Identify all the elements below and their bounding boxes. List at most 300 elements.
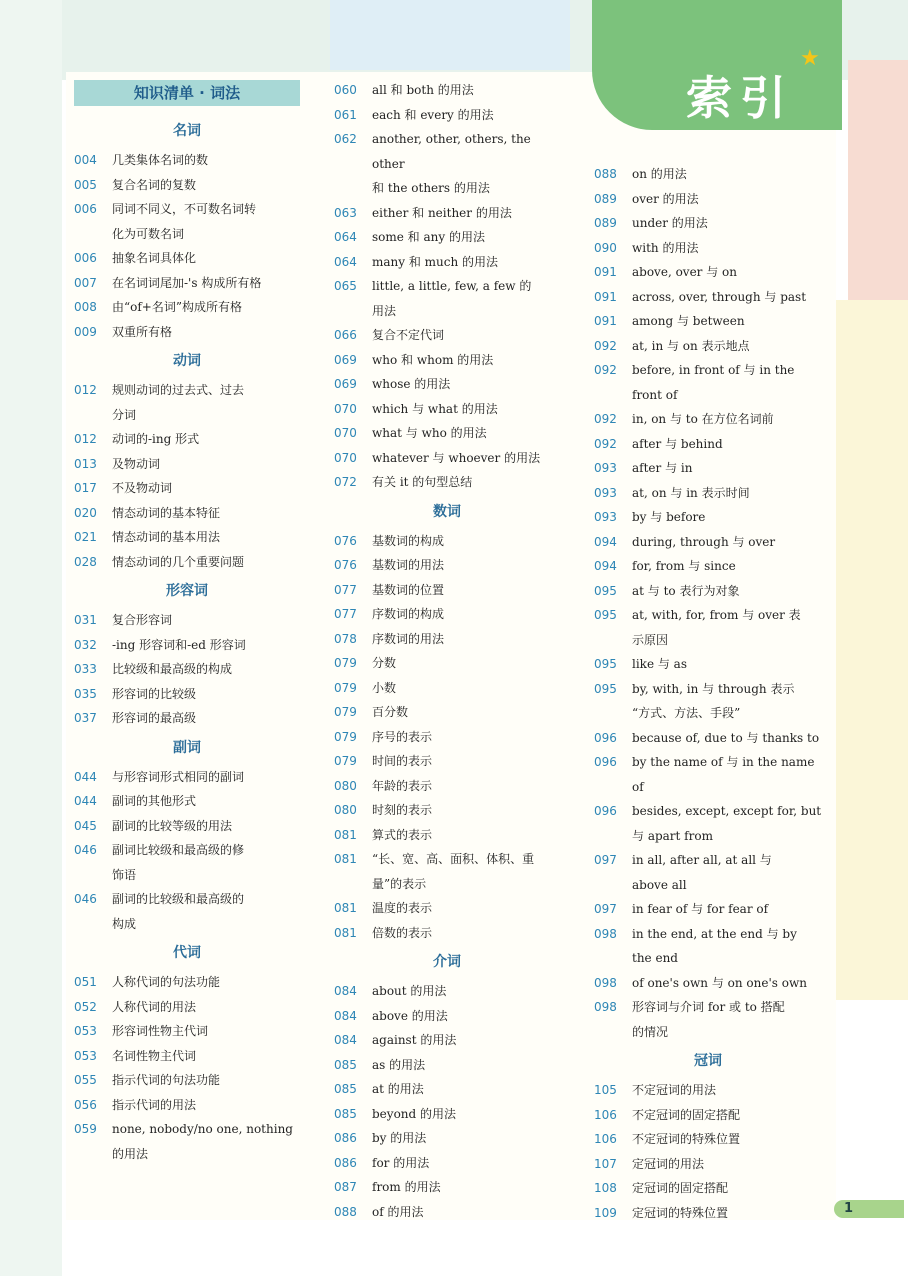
- page-ref-number: 081: [334, 852, 357, 866]
- index-entry[interactable]: [594, 995, 822, 1044]
- page-ref-number: 006: [74, 251, 97, 265]
- page-ref-number: 069: [334, 377, 357, 391]
- index-entry[interactable]: [334, 798, 560, 823]
- index-entry[interactable]: [334, 602, 560, 627]
- entry-title: above 的用法: [372, 1008, 448, 1023]
- index-entry[interactable]: [594, 236, 822, 261]
- page-ref-number: 035: [74, 686, 97, 701]
- index-entry[interactable]: [334, 274, 560, 323]
- index-entry[interactable]: [74, 476, 300, 501]
- page-ref-number: 092: [594, 363, 617, 377]
- entry-title: after 与 behind: [632, 436, 723, 451]
- index-entry[interactable]: [334, 627, 560, 652]
- index-entry[interactable]: [594, 285, 822, 310]
- index-entry[interactable]: [74, 682, 300, 707]
- index-entry[interactable]: [594, 505, 822, 530]
- background-blue-panel: [330, 0, 570, 70]
- page-ref-number: 021: [74, 530, 97, 544]
- entry-title: 不定冠词的固定搭配: [632, 1107, 741, 1122]
- entry-title: 倍数的表示: [372, 925, 433, 940]
- entry-title: 小数: [372, 680, 397, 695]
- page-ref-number: 033: [74, 662, 97, 676]
- entry-title: beyond 的用法: [372, 1106, 457, 1121]
- index-entry[interactable]: [594, 603, 822, 652]
- entry-title: 温度的表示: [372, 901, 433, 915]
- page-ref-number: 097: [594, 853, 617, 867]
- entry-title: as 的用法: [372, 1057, 426, 1072]
- page-ref-number: 078: [334, 631, 357, 646]
- index-entry[interactable]: [334, 421, 560, 446]
- entry-title: 同词不同义，不可数名词转 化为可数名词: [112, 202, 257, 241]
- page-ref-number: 070: [334, 450, 357, 465]
- entry-title: in, on 与 to 在方位名词前: [632, 412, 774, 426]
- index-entry[interactable]: [594, 481, 822, 506]
- entry-title: 动词的-ing 形式: [112, 432, 200, 446]
- entry-title: 定冠词的固定搭配: [632, 1181, 729, 1195]
- page-ref-number: 064: [334, 254, 357, 269]
- entry-title: from 的用法: [372, 1180, 441, 1194]
- entry-title: 规则动词的过去式、过去 分词: [112, 383, 245, 422]
- index-entry[interactable]: [594, 162, 822, 187]
- index-entry[interactable]: [334, 979, 560, 1004]
- index-entry[interactable]: [74, 838, 300, 887]
- entry-title: 指示代词的用法: [112, 1097, 197, 1112]
- index-entry[interactable]: [334, 127, 560, 201]
- entry-title: little, a little, few, a few 的 用法: [372, 279, 532, 318]
- index-entry[interactable]: [594, 922, 822, 971]
- entry-title: 序数词的用法: [372, 631, 445, 646]
- entry-title: 情态动词的基本用法: [112, 530, 221, 544]
- index-entry[interactable]: [74, 525, 300, 550]
- index-entry[interactable]: [594, 897, 822, 922]
- index-entry[interactable]: [74, 657, 300, 682]
- entry-title: 形容词的比较级: [112, 686, 197, 701]
- page-ref-number: 079: [334, 656, 357, 670]
- entry-title: 几类集体名词的数: [112, 153, 209, 167]
- entry-title: whose 的用法: [372, 377, 451, 391]
- page-ref-number: 090: [594, 240, 617, 255]
- index-entry[interactable]: [334, 749, 560, 774]
- index-entry[interactable]: [74, 995, 300, 1020]
- index-entry[interactable]: [334, 847, 560, 896]
- page-ref-number: 079: [334, 705, 357, 719]
- page-ref-number: 017: [74, 481, 97, 495]
- page-ref-number: 012: [74, 432, 97, 446]
- page-ref-number: 096: [594, 804, 617, 818]
- page-ref-number: 092: [594, 338, 617, 353]
- page-ref-number: 061: [334, 107, 357, 122]
- entry-title: 人称代词的用法: [112, 999, 197, 1014]
- entry-title: many 和 much 的用法: [372, 254, 499, 269]
- page-ref-number: 004: [74, 153, 97, 167]
- index-entry[interactable]: [594, 211, 822, 236]
- index-entry[interactable]: [594, 432, 822, 457]
- index-entry[interactable]: [334, 372, 560, 397]
- index-entry[interactable]: [74, 295, 300, 320]
- entry-title: at, with, for, from 与 over 表 示原因: [632, 608, 801, 647]
- page-ref-number: 070: [334, 426, 357, 440]
- entry-title: 副词的比较等级的用法: [112, 818, 233, 833]
- page-number: 1: [834, 1200, 904, 1218]
- entry-title: 复合名词的复数: [112, 177, 197, 192]
- entry-title: 算式的表示: [372, 827, 433, 842]
- page-ref-number: 012: [74, 383, 97, 397]
- index-entry[interactable]: [594, 530, 822, 555]
- entry-title: for, from 与 since: [632, 559, 736, 573]
- index-entry[interactable]: [334, 578, 560, 603]
- entry-title: 基数词的构成: [372, 533, 445, 548]
- index-entry[interactable]: [334, 201, 560, 226]
- index-entry[interactable]: [334, 1126, 560, 1151]
- column-content: [334, 78, 560, 1224]
- index-entry[interactable]: [334, 725, 560, 750]
- index-entry[interactable]: [334, 1053, 560, 1078]
- index-entry[interactable]: [334, 529, 560, 554]
- entry-title: during, through 与 over: [632, 534, 776, 549]
- page-ref-number: 077: [334, 607, 357, 621]
- page-ref-number: 098: [594, 926, 617, 941]
- entry-title: 不定冠词的用法: [632, 1083, 717, 1097]
- page-ref-number: 007: [74, 275, 97, 290]
- entry-title: either 和 neither 的用法: [372, 205, 512, 220]
- page-ref-number: 046: [74, 843, 97, 857]
- entry-title: 不定冠词的特殊位置: [632, 1132, 741, 1146]
- index-entry[interactable]: [334, 700, 560, 725]
- entry-title: at 与 to 表行为对象: [632, 583, 740, 598]
- index-entry[interactable]: [594, 260, 822, 285]
- index-entry[interactable]: [334, 1175, 560, 1200]
- page-ref-number: 064: [334, 230, 357, 244]
- index-entry[interactable]: [594, 358, 822, 407]
- index-entry[interactable]: [74, 550, 300, 575]
- index-entry[interactable]: [74, 197, 300, 246]
- page-ref-number: 095: [594, 657, 617, 671]
- index-entry[interactable]: [74, 271, 300, 296]
- entry-title: 情态动词的基本特征: [112, 505, 221, 520]
- index-entry[interactable]: [74, 887, 300, 936]
- entry-title: 有关 it 的句型总结: [372, 475, 473, 489]
- entry-title: under 的用法: [632, 216, 708, 230]
- entry-title: of one's own 与 on one's own: [632, 975, 807, 990]
- entry-title: 序数词的构成: [372, 607, 445, 621]
- background-left: [0, 0, 62, 1276]
- index-entry[interactable]: [334, 1102, 560, 1127]
- entry-title: in all, after all, at all 与 above all: [632, 853, 772, 892]
- entry-title: 副词比较级和最高级的修 饰语: [112, 843, 245, 882]
- page-ref-number: 059: [74, 1122, 97, 1136]
- index-entry[interactable]: [74, 148, 300, 173]
- entry-title: at 的用法: [372, 1082, 424, 1096]
- page-ref-number: 079: [334, 729, 357, 744]
- page-ref-number: 081: [334, 925, 357, 940]
- index-entry[interactable]: [334, 774, 560, 799]
- page-ref-number: 069: [334, 352, 357, 367]
- page-ref-number: 044: [74, 769, 97, 784]
- index-entry[interactable]: [74, 427, 300, 452]
- entry-title: 年龄的表示: [372, 778, 433, 793]
- entry-title: besides, except, except for, but 与 apart from: [632, 804, 822, 843]
- index-entry[interactable]: [334, 348, 560, 373]
- entry-title: 百分数: [372, 705, 409, 719]
- entry-title: whatever 与 whoever 的用法: [372, 450, 541, 465]
- page-ref-number: 094: [594, 559, 617, 573]
- page-ref-number: 093: [594, 510, 617, 524]
- entry-title: 副词的比较级和最高级的 构成: [112, 892, 245, 931]
- index-entry[interactable]: [594, 726, 822, 751]
- entry-title: 形容词性物主代词: [112, 1024, 209, 1038]
- index-column-3: [594, 162, 822, 1225]
- category-heading: 冠词: [694, 1053, 722, 1069]
- background-peach-panel: [848, 60, 908, 320]
- entry-title: because of, due to 与 thanks to: [632, 730, 820, 745]
- page-ref-number: 081: [334, 901, 357, 915]
- index-entry[interactable]: [74, 789, 300, 814]
- page-ref-number: 091: [594, 265, 617, 279]
- index-entry[interactable]: [334, 1028, 560, 1053]
- page-ref-number: 076: [334, 533, 357, 548]
- page-ref-number: 096: [594, 755, 617, 769]
- entry-title: some 和 any 的用法: [372, 230, 485, 244]
- entry-title: by 的用法: [372, 1131, 427, 1145]
- entry-title: “长、宽、高、面积、体积、重 量”的表示: [372, 852, 535, 891]
- page-ref-number: 006: [74, 202, 97, 216]
- index-entry[interactable]: [334, 896, 560, 921]
- page-ref-number: 037: [74, 711, 97, 725]
- page-ref-number: 072: [334, 475, 357, 489]
- index-entry[interactable]: [594, 1201, 822, 1226]
- page-ref-number: 098: [594, 975, 617, 990]
- index-entry[interactable]: [74, 320, 300, 345]
- entry-title: 及物动词: [112, 456, 161, 471]
- page-ref-number: 081: [334, 827, 357, 842]
- page-ref-number: 091: [594, 314, 617, 328]
- entry-title: 复合形容词: [112, 613, 173, 627]
- index-entry[interactable]: [74, 1044, 300, 1069]
- index-entry[interactable]: [594, 1103, 822, 1128]
- page-ref-number: 051: [74, 975, 97, 989]
- index-entry[interactable]: [594, 407, 822, 432]
- index-entry[interactable]: [334, 470, 560, 495]
- page-ref-number: 013: [74, 456, 97, 471]
- entry-title: after 与 in: [632, 461, 693, 475]
- page-ref-number: 060: [334, 83, 357, 97]
- index-entry[interactable]: [594, 1152, 822, 1177]
- entry-title: 分数: [372, 656, 397, 670]
- index-entry[interactable]: [334, 553, 560, 578]
- entry-title: 与形容词形式相同的副词: [112, 769, 245, 784]
- page-ref-number: 053: [74, 1048, 97, 1063]
- entry-title: across, over, through 与 past: [632, 289, 807, 304]
- index-entry[interactable]: [594, 971, 822, 996]
- entry-title: before, in front of 与 in the front of: [632, 363, 795, 402]
- entry-title: 时刻的表示: [372, 803, 433, 817]
- page-ref-number: 062: [334, 132, 357, 146]
- index-entry[interactable]: [334, 921, 560, 946]
- index-entry[interactable]: [334, 1004, 560, 1029]
- entry-title: 基数词的位置: [372, 582, 445, 597]
- page-ref-number: 008: [74, 300, 97, 314]
- column-content: [594, 162, 822, 1225]
- entry-title: about 的用法: [372, 984, 447, 998]
- index-entry[interactable]: [594, 1078, 822, 1103]
- entry-title: 形容词的最高级: [112, 711, 197, 725]
- index-entry[interactable]: [334, 1151, 560, 1176]
- index-entry[interactable]: [334, 103, 560, 128]
- index-entry[interactable]: [74, 970, 300, 995]
- index-entry[interactable]: [74, 1117, 300, 1166]
- index-entry[interactable]: [594, 677, 822, 726]
- index-entry[interactable]: [74, 1093, 300, 1118]
- entry-title: 序号的表示: [372, 729, 433, 744]
- page-ref-number: 097: [594, 902, 617, 916]
- entry-title: 基数词的用法: [372, 558, 445, 572]
- section-header: 知识清单 · 词法: [74, 80, 300, 106]
- index-column-1: [74, 80, 300, 1166]
- entry-title: at, in 与 on 表示地点: [632, 338, 750, 353]
- index-entry[interactable]: [594, 309, 822, 334]
- page-ref-number: 028: [74, 554, 97, 569]
- page-ref-number: 032: [74, 637, 97, 652]
- page-ref-number: 066: [334, 328, 357, 342]
- page-ref-number: 105: [594, 1083, 617, 1097]
- index-entry[interactable]: [74, 1019, 300, 1044]
- entry-title: none, nobody/no one, nothing 的用法: [112, 1122, 293, 1161]
- entry-title: 比较级和最高级的构成: [112, 662, 233, 676]
- index-entry[interactable]: [334, 1200, 560, 1225]
- index-entry[interactable]: [74, 765, 300, 790]
- page-ref-number: 005: [74, 177, 97, 192]
- index-entry[interactable]: [594, 456, 822, 481]
- index-entry[interactable]: [594, 334, 822, 359]
- category-heading: 动词: [173, 353, 201, 369]
- page-title: 索引: [686, 71, 794, 125]
- index-entry[interactable]: [74, 814, 300, 839]
- page-ref-number: 020: [74, 505, 97, 520]
- index-entry[interactable]: [334, 397, 560, 422]
- page-ref-number: 084: [334, 984, 357, 998]
- page-ref-number: 044: [74, 794, 97, 808]
- page-ref-number: 009: [74, 324, 97, 339]
- category-heading: 数词: [433, 503, 461, 520]
- page-ref-number: 086: [334, 1155, 357, 1170]
- page-ref-number: 056: [74, 1097, 97, 1112]
- index-entry[interactable]: [74, 173, 300, 198]
- index-entry[interactable]: [74, 706, 300, 731]
- entry-title: in fear of 与 for fear of: [632, 902, 769, 916]
- index-entry[interactable]: [334, 225, 560, 250]
- page-ref-number: 095: [594, 681, 617, 696]
- index-entry[interactable]: [594, 187, 822, 212]
- page-ref-number: 077: [334, 582, 357, 597]
- page-ref-number: 092: [594, 436, 617, 451]
- entry-title: who 和 whom 的用法: [372, 352, 494, 367]
- entry-title: over 的用法: [632, 191, 699, 206]
- index-entry[interactable]: [594, 554, 822, 579]
- index-entry[interactable]: [334, 446, 560, 471]
- index-entry[interactable]: [594, 750, 822, 799]
- entry-title: in the end, at the end 与 by the end: [632, 926, 797, 965]
- entry-title: 定冠词的用法: [632, 1156, 705, 1171]
- page-ref-number: 084: [334, 1008, 357, 1023]
- page-ref-number: 091: [594, 289, 617, 304]
- category-heading: 副词: [173, 739, 201, 756]
- index-entry[interactable]: [334, 323, 560, 348]
- page-ref-number: 095: [594, 608, 617, 622]
- index-entry[interactable]: [74, 246, 300, 271]
- page-ref-number: 109: [594, 1205, 617, 1220]
- index-entry[interactable]: [594, 848, 822, 897]
- index-entry[interactable]: [334, 676, 560, 701]
- index-entry[interactable]: [74, 1068, 300, 1093]
- page-ref-number: 084: [334, 1033, 357, 1047]
- entry-title: 由“of+名词”构成所有格: [112, 300, 242, 314]
- entry-title: 人称代词的句法功能: [112, 975, 221, 989]
- index-entry[interactable]: [74, 378, 300, 427]
- entry-title: each 和 every 的用法: [372, 107, 494, 122]
- index-entry[interactable]: [74, 608, 300, 633]
- page-ref-number: 063: [334, 205, 357, 220]
- entry-title: by the name of 与 in the name of: [632, 755, 815, 794]
- column-content: [74, 114, 300, 1166]
- entry-title: 指示代词的句法功能: [112, 1073, 221, 1087]
- entry-title: for 的用法: [372, 1155, 430, 1170]
- entry-title: 复合不定代词: [372, 328, 445, 342]
- index-entry[interactable]: [594, 652, 822, 677]
- index-entry[interactable]: [334, 1077, 560, 1102]
- category-heading: 形容词: [166, 583, 208, 599]
- index-entry[interactable]: [594, 799, 822, 848]
- page-ref-number: 070: [334, 401, 357, 416]
- index-entry[interactable]: [74, 633, 300, 658]
- index-entry[interactable]: [334, 78, 560, 103]
- index-entry[interactable]: [594, 1176, 822, 1201]
- entry-title: at, on 与 in 表示时间: [632, 485, 750, 500]
- index-entry[interactable]: [74, 452, 300, 477]
- page-ref-number: 108: [594, 1181, 617, 1195]
- index-entry[interactable]: [594, 1127, 822, 1152]
- page-ref-number: 085: [334, 1106, 357, 1121]
- page-ref-number: 086: [334, 1131, 357, 1145]
- index-entry[interactable]: [334, 250, 560, 275]
- entry-title: on 的用法: [632, 167, 687, 181]
- index-entry[interactable]: [334, 651, 560, 676]
- page-ref-number: 107: [594, 1156, 617, 1171]
- star-icon: ★: [800, 46, 820, 71]
- entry-title: like 与 as: [632, 657, 687, 671]
- page-ref-number: 076: [334, 558, 357, 572]
- page-ref-number: 079: [334, 754, 357, 768]
- entry-title: 定冠词的特殊位置: [632, 1205, 729, 1220]
- entry-title: which 与 what 的用法: [372, 401, 498, 416]
- page-ref-number: 085: [334, 1082, 357, 1096]
- entry-title: 抽象名词具体化: [112, 251, 197, 265]
- page-ref-number: 079: [334, 680, 357, 695]
- entry-title: by 与 before: [632, 510, 706, 524]
- entry-title: above, over 与 on: [632, 265, 737, 279]
- entry-title: 时间的表示: [372, 754, 433, 768]
- index-entry[interactable]: [74, 501, 300, 526]
- entry-title: 副词的其他形式: [112, 794, 197, 808]
- entry-title: 在名词词尾加-'s 构成所有格: [112, 275, 262, 290]
- index-entry[interactable]: [334, 823, 560, 848]
- page-ref-number: 088: [334, 1204, 357, 1219]
- page-ref-number: 089: [594, 216, 617, 230]
- entry-title: by, with, in 与 through 表示 “方式、方法、手段”: [632, 681, 795, 720]
- entry-title: all 和 both 的用法: [372, 83, 474, 97]
- index-entry[interactable]: [594, 579, 822, 604]
- category-heading: 代词: [173, 945, 201, 961]
- page-ref-number: 092: [594, 412, 617, 426]
